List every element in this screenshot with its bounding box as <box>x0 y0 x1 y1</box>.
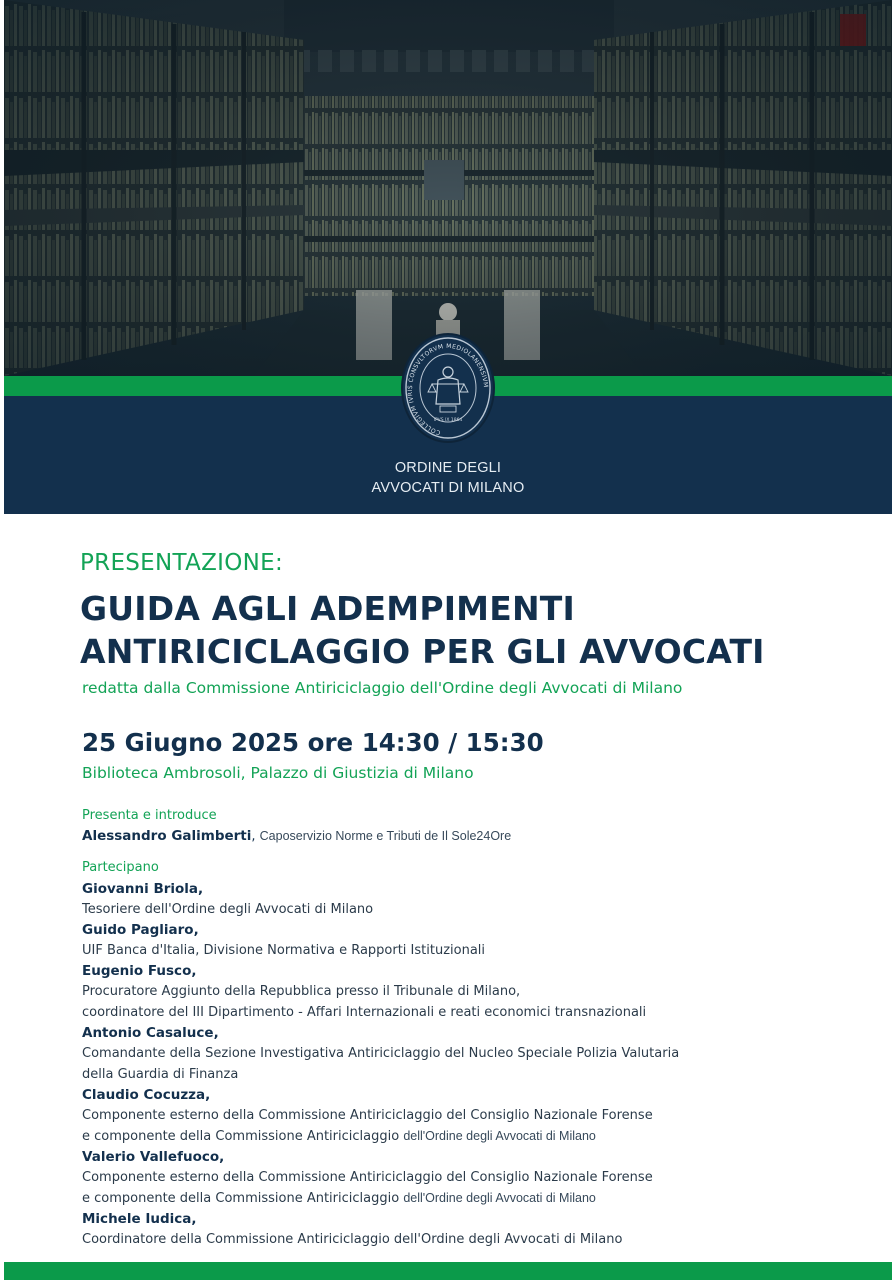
bottom-green-band <box>4 1262 892 1280</box>
event-title-line1: GUIDA AGLI ADEMPIMENTI <box>80 589 575 628</box>
presenter: Alessandro Galimberti, Caposervizio Norme e Tributi de Il Sole24Ore <box>82 828 512 844</box>
participant-name: Giovanni Briola, <box>82 881 204 897</box>
participant-name: Eugenio Fusco, <box>82 963 197 979</box>
participant-role: Componente esterno della Commissione Antiriciclaggio del Consiglio Nazionale Forense <box>82 1108 653 1123</box>
participant-role-continued: della Guardia di Finanza <box>82 1067 239 1082</box>
participant-item <box>82 1209 842 1250</box>
participant-item <box>82 1085 842 1147</box>
org-name-line2: AVVOCATI DI MILANO <box>371 480 525 496</box>
participant-role: UIF Banca d'Italia, Divisione Normativa e Rapporti Istituzionali <box>82 943 486 958</box>
participant-role-continued: coordinatore del III Dipartimento - Affari Internazionali e reati economici transnazionali <box>82 1005 647 1020</box>
svg-text:COLLEGIVM IVRIS CONSVLTORVM ME: COLLEGIVM IVRIS CONSVLTORVM MEDIOLANENSIVM <box>406 342 490 436</box>
library-illustration <box>4 0 892 376</box>
participant-item <box>82 1147 842 1209</box>
participant-item <box>82 1023 842 1085</box>
event-title-line2: ANTIRICICLAGGIO PER GLI AVVOCATI <box>80 632 765 671</box>
event-poster <box>4 0 892 1280</box>
participant-name: Guido Pagliaro, <box>82 922 199 938</box>
participant-item <box>82 879 842 920</box>
participant-name: Antonio Casaluce, <box>82 1025 219 1041</box>
svg-text:IPVS IX 1864: IPVS IX 1864 <box>433 418 463 423</box>
ordine-seal-logo <box>400 332 496 444</box>
event-date-time: 25 Giugno 2025 ore 14:30 / 15:30 <box>82 728 544 757</box>
participant-role-continued: e componente della Commissione Antiriciclaggio dell'Ordine degli Avvocati di Milano <box>82 1129 596 1144</box>
participant-name: Claudio Cocuzza, <box>82 1087 211 1103</box>
participant-role: Procuratore Aggiunto della Repubblica presso il Tribunale di Milano, <box>82 984 521 999</box>
event-venue: Biblioteca Ambrosoli, Palazzo di Giustizia di Milano <box>82 764 474 782</box>
event-subtitle: redatta dalla Commissione Antiriciclaggio dell'Ordine degli Avvocati di Milano <box>82 679 683 697</box>
event-title <box>80 587 880 673</box>
participant-role: Tesoriere dell'Ordine degli Avvocati di Milano <box>82 902 374 917</box>
participant-role-continued: e componente della Commissione Antiriciclaggio dell'Ordine degli Avvocati di Milano <box>82 1191 596 1206</box>
participant-role: Comandante della Sezione Investigativa Antiriciclaggio del Nucleo Speciale Polizia Valutaria <box>82 1046 680 1061</box>
participant-name: Michele Iudica, <box>82 1211 197 1227</box>
presenter-label: Presenta e introduce <box>82 808 217 823</box>
presentation-kicker: PRESENTAZIONE: <box>80 550 284 576</box>
presenter-name: Alessandro Galimberti <box>82 828 252 844</box>
participant-item <box>82 920 842 961</box>
participant-name: Valerio Vallefuoco, <box>82 1149 225 1165</box>
participant-role: Componente esterno della Commissione Antiriciclaggio del Consiglio Nazionale Forense <box>82 1170 653 1185</box>
library-photo <box>4 0 892 376</box>
organization-name <box>4 458 892 498</box>
participant-item <box>82 961 842 1023</box>
participant-role: Coordinatore della Commissione Antiriciclaggio dell'Ordine degli Avvocati di Milano <box>82 1232 623 1247</box>
participants-label: Partecipano <box>82 860 159 875</box>
participants-list <box>82 879 842 1250</box>
org-name-line1: ORDINE DEGLI <box>394 460 502 476</box>
presenter-role: Caposervizio Norme e Tributi de Il Sole24Ore <box>259 829 512 843</box>
